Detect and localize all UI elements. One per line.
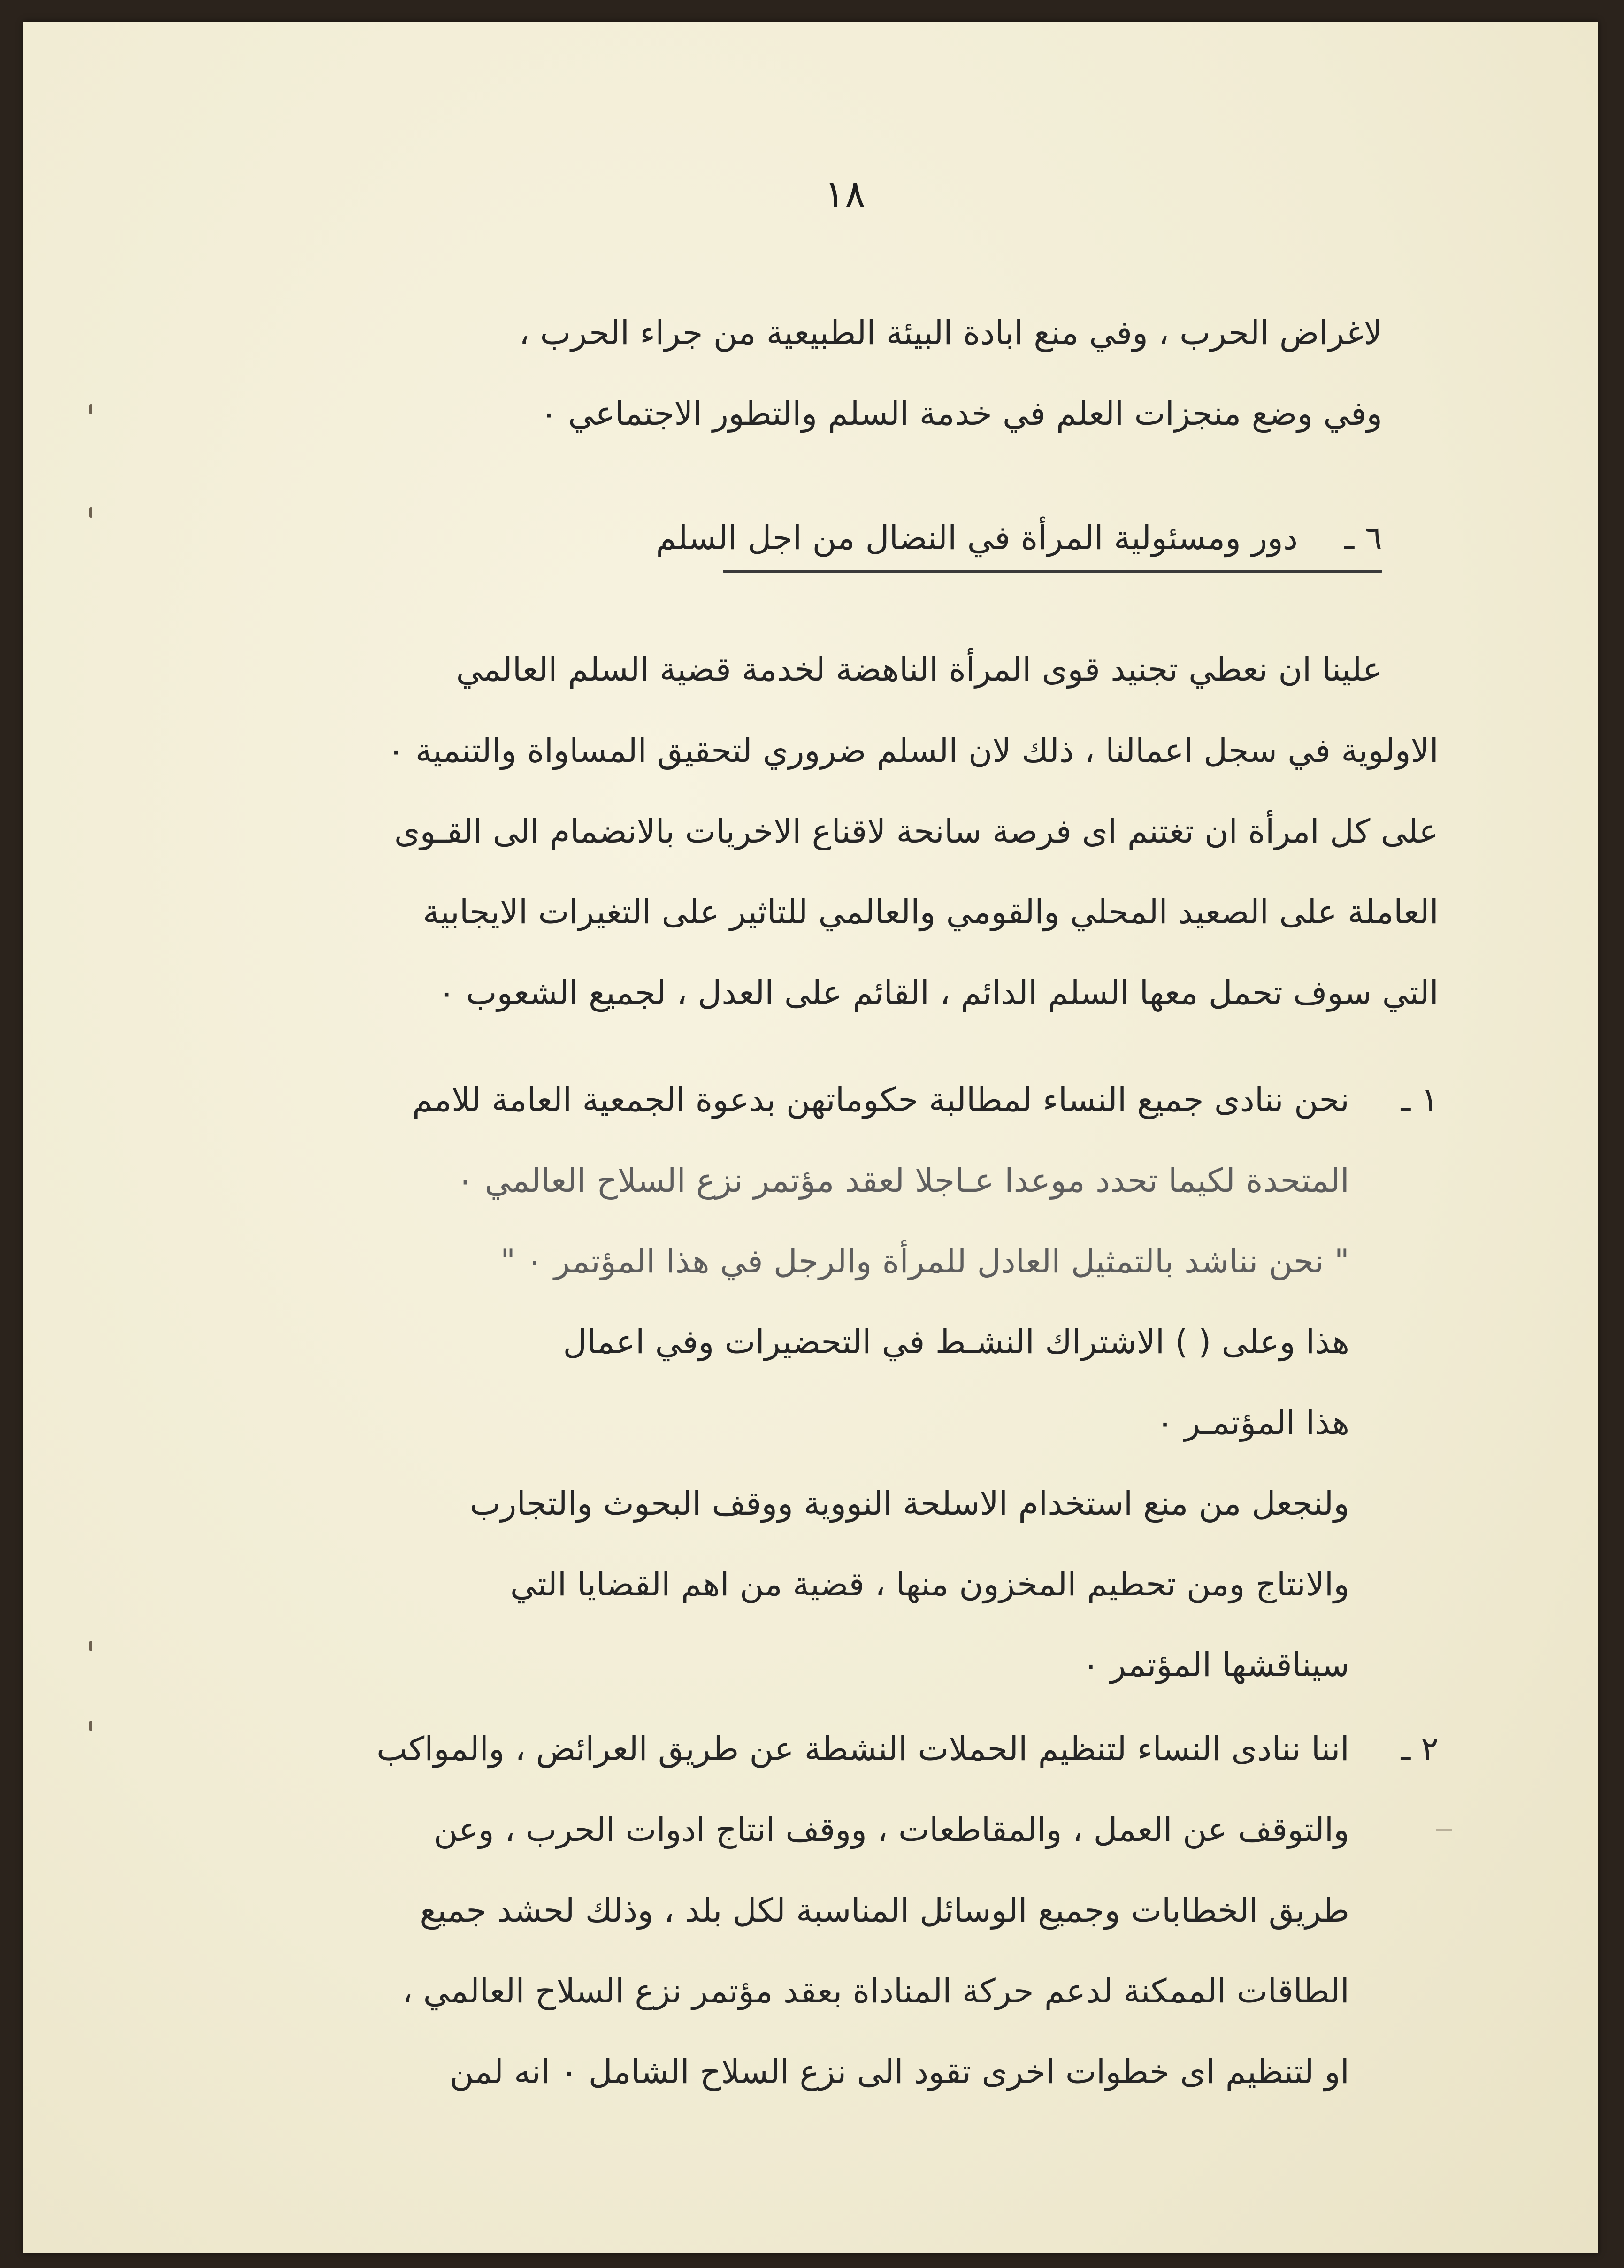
paragraph-line: على كل امرأة ان تغتنم اى فرصة سانحة لاقناع الاخريات بالانضمام الى القـوى <box>394 812 1439 850</box>
pencil-mark <box>1436 1829 1452 1831</box>
item-line: هذا المؤتمـر ٠ <box>1156 1403 1349 1442</box>
item-line: الطاقات الممكنة لدعم حركة المناداة بعقد مؤتمر نزع السلاح العالمي ، <box>402 1972 1349 2010</box>
paragraph-line: الاولوية في سجل اعمالنا ، ذلك لان السلم ضروري لتحقيق المساواة والتنمية ٠ <box>387 731 1439 770</box>
punch-hole <box>89 404 92 414</box>
page-number: ١٨ <box>824 172 866 216</box>
item-number: ٢ ـ <box>1401 1730 1439 1768</box>
paragraph-line: علينا ان نعطي تجنيد قوى المرأة الناهضة لخدمة قضية السلم العالمي <box>456 650 1382 689</box>
item-line: نحن ننادى جميع النساء لمطالبة حكوماتهن بدعوة الجمعية العامة للامم <box>412 1080 1349 1119</box>
item-line: هذا وعلى ( ) الاشتراك النشـط في التحضيرات وفي اعمال <box>563 1323 1349 1361</box>
punch-hole <box>89 507 92 518</box>
item-line: المتحدة لكيما تحدد موعدا عـاجلا لعقد مؤتمر نزع السلاح العالمي ٠ <box>456 1161 1349 1200</box>
item-line: او لتنظيم اى خطوات اخرى تقود الى نزع السلاح الشامل ٠ انه لمن <box>449 2053 1349 2091</box>
section-number: ٦ ـ <box>1344 519 1382 557</box>
heading-underline <box>723 570 1382 573</box>
item-line: والانتاج ومن تحطيم المخزون منها ، قضية من اهم القضايا التي <box>510 1565 1349 1603</box>
document-page <box>23 22 1598 2253</box>
intro-line: وفي وضع منجزات العلم في خدمة السلم والتطور الاجتماعي ٠ <box>540 394 1382 433</box>
intro-line: لاغراض الحرب ، وفي منع ابادة البيئة الطبيعية من جراء الحرب ، <box>519 314 1382 352</box>
item-line: اننا ننادى النساء لتنظيم الحملات النشطة عن طريق العرائض ، والمواكب <box>376 1730 1349 1768</box>
item-number: ١ ـ <box>1401 1080 1439 1119</box>
item-line: " نحن نناشد بالتمثيل العادل للمرأة والرجل في هذا المؤتمر ٠ " <box>500 1242 1349 1280</box>
paragraph-line: التي سوف تحمل معها السلم الدائم ، القائم على العدل ، لجميع الشعوب ٠ <box>437 973 1439 1012</box>
item-line: والتوقف عن العمل ، والمقاطعات ، ووقف انتاج ادوات الحرب ، وعن <box>433 1810 1349 1849</box>
section-title: دور ومسئولية المرأة في النضال من اجل السلم <box>656 519 1298 557</box>
item-line: سيناقشها المؤتمر ٠ <box>1082 1646 1349 1684</box>
item-line: طريق الخطابات وجميع الوسائل المناسبة لكل بلد ، وذلك لحشد جميع <box>420 1891 1349 1930</box>
punch-hole <box>89 1721 92 1731</box>
paragraph-line: العاملة على الصعيد المحلي والقومي والعالمي للتاثير على التغيرات الايجابية <box>422 893 1439 931</box>
item-line: ولنجعل من منع استخدام الاسلحة النووية ووقف البحوث والتجارب <box>469 1484 1349 1523</box>
punch-hole <box>89 1641 92 1651</box>
